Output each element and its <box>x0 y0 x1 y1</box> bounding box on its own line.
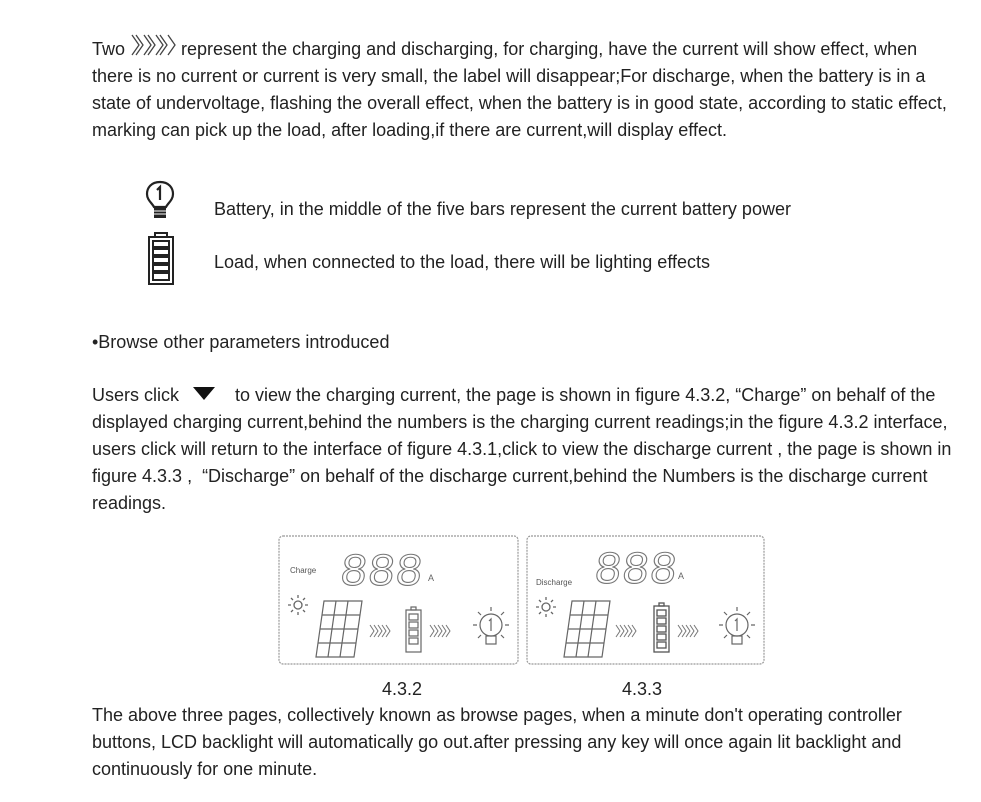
browse-body-text: to view the charging current, the page is shown in figure 4.3.2, “Charge” on behalf of the displayed charging current,behind the numbers is the charging current readings;in the figure 4.3.2 interface, users click will return to the interface of figure 4.3.1,click to view the discharge current , the page is shown in figure 4.3.3 , “Discharge” on behalf of the discharge current,behind the Numbers is the discharge current readings. <box>92 385 952 513</box>
legend-bulb-text: Battery, in the middle of the five bars represent the current battery power <box>214 199 791 219</box>
browse-lead-text: Users click <box>92 385 180 405</box>
solar-panel-icon <box>564 601 610 657</box>
charge-flow-arrows-icon <box>370 625 390 637</box>
solar-panel-icon <box>316 601 362 657</box>
light-bulb-icon <box>145 180 175 220</box>
intro-body-text: represent the charging and discharging, for charging, have the current will show effect, when there is no current or current is very small, the label will disappear;For discharge, when the battery is in a state of undervoltage, flashing the overall effect, when the battery is in good state, according to static effect, marking can pick up the load, after loading,if there are current,will display effect. <box>92 39 947 140</box>
lcd-digits-charge: 888 <box>337 547 426 599</box>
lcd-unit-discharge: A <box>678 571 685 581</box>
lcd-label-charge: Charge <box>290 566 317 575</box>
lcd-battery-icon <box>406 607 421 652</box>
closing-paragraph: The above three pages, collectively known as browse pages, when a minute don't operating controller buttons, LCD backlight will automatically go out.after pressing any key will once again lit backlight and continuously for one minute. <box>92 705 902 779</box>
sun-icon <box>288 595 308 615</box>
section-heading: •Browse other parameters introduced <box>92 332 390 352</box>
lcd-unit-charge: A <box>428 573 435 583</box>
charge-flow-arrows-icon <box>616 625 636 637</box>
lcd-bulb-icon <box>719 607 755 644</box>
legend-battery-text: Load, when connected to the load, there will be lighting effects <box>214 252 711 272</box>
battery-icon <box>145 232 177 286</box>
figure-caption-433: 4.3.3 <box>621 679 663 699</box>
sun-icon <box>536 597 556 617</box>
lcd-bulb-icon <box>473 607 509 644</box>
intro-lead-text: Two <box>92 39 131 59</box>
down-triangle-icon <box>193 387 215 400</box>
figure-caption-432: 4.3.2 <box>381 679 423 699</box>
browse-paragraph <box>92 382 962 517</box>
lcd-figure-charge <box>278 535 520 666</box>
lcd-figure-discharge <box>526 535 768 666</box>
intro-paragraph <box>92 33 962 144</box>
lcd-digits-discharge: 888 <box>591 545 680 597</box>
discharge-flow-arrows-icon <box>678 625 698 637</box>
discharge-flow-arrows-icon <box>430 625 450 637</box>
lcd-battery-icon <box>654 603 669 652</box>
chevron-arrows-icon <box>130 33 176 57</box>
lcd-label-discharge: Discharge <box>536 578 573 587</box>
